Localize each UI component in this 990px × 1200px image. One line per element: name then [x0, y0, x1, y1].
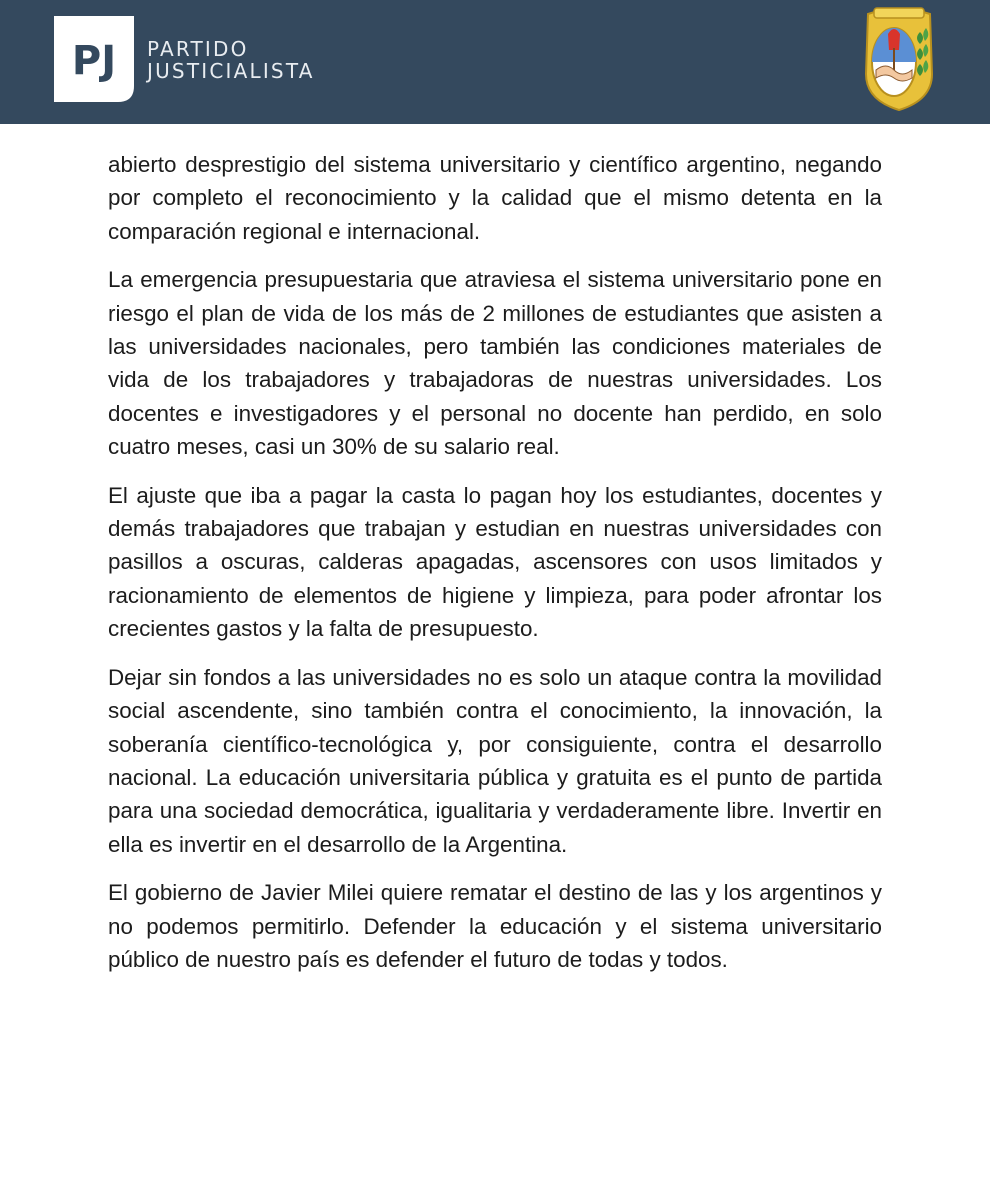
paragraph-3: El ajuste que iba a pagar la casta lo pagan hoy los estudiantes, docentes y demás trabajadores que trabajan y estudian en nuestras universidades con pasillos a oscuras, calderas apagadas, ascensores con usos limitados y racionamiento de elementos de higiene y limpieza, para poder afrontar los crecientes gastos y la falta de presupuesto. — [108, 482, 882, 642]
paragraph-1: abierto desprestigio del sistema universitario y científico argentino, negando por completo el reconocimiento y la calidad que el mismo detenta en la comparación regional e internacional. — [108, 152, 882, 244]
party-shield-emblem-icon — [862, 4, 936, 112]
paragraph-4: Dejar sin fondos a las universidades no es solo un ataque contra la movilidad social ascendente, sino también contra el conocimiento, la innovación, la soberanía científico-tecnológica y, por consiguiente, contra el desarrollo nacional. La educación universitaria pública y gratuita es el punto de partida para una sociedad democrática, igualitaria y verdaderamente libre. Invertir en ella es invertir en el desarrollo de la Argentina. — [108, 664, 882, 857]
party-name — [147, 38, 315, 82]
pj-logo-icon — [54, 16, 134, 102]
logo-mark-text: PJ — [71, 38, 117, 84]
letterhead-header — [0, 0, 990, 124]
party-name-line1: PARTIDO — [147, 37, 249, 61]
party-name-line2: JUSTICIALISTA — [147, 59, 315, 83]
paragraph-5: El gobierno de Javier Milei quiere rematar el destino de las y los argentinos y no podemos permitirlo. Defender la educación y el sistema universitario público de nuestro país es defender el futuro de todas y todos. — [108, 880, 882, 972]
paragraph-2: La emergencia presupuestaria que atraviesa el sistema universitario pone en riesgo el plan de vida de los más de 2 millones de estudiantes que asisten a las universidades nacionales, pero también las condiciones materiales de vida de los trabajadores y trabajadoras de nuestras universidades. Los docentes e investigadores y el personal no docente han perdido, en solo cuatro meses, casi un 30% de su salario real. — [108, 267, 882, 460]
document-body — [108, 148, 882, 991]
